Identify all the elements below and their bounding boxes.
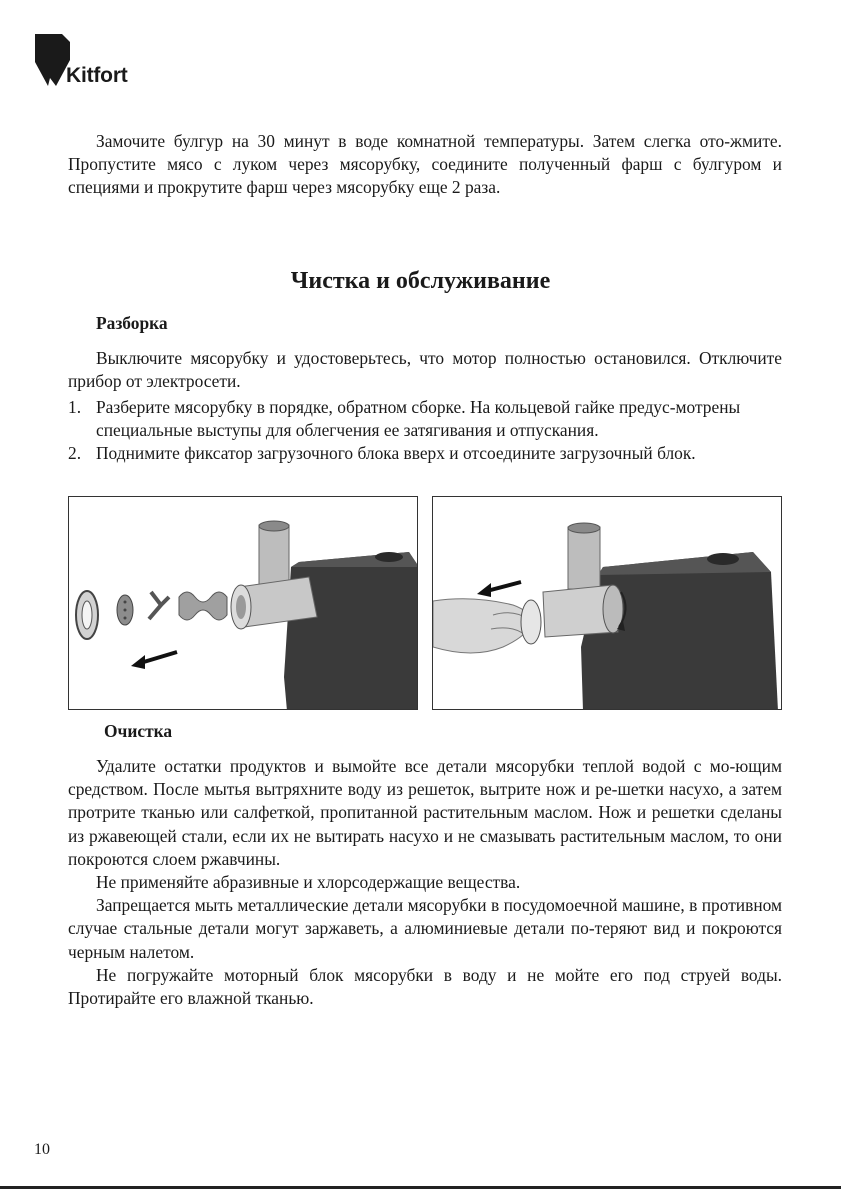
- intro-paragraph: [68, 130, 782, 200]
- disassembly-steps: [68, 396, 782, 466]
- disassembly-heading: Разборка: [96, 313, 168, 333]
- step-number: 1.: [68, 397, 82, 417]
- disassembly-intro: [68, 347, 782, 393]
- step-text: Разберите мясорубку в порядке, обратном сборке. На кольцевой гайке предус-мотрены специальные выступы для облегчения ее затягивания и отпускания.: [96, 397, 741, 441]
- step-text: Поднимите фиксатор загрузочного блока вверх и отсоедините загрузочный блок.: [96, 443, 696, 464]
- cleaning-paragraph: Удалите остатки продуктов и вымойте все детали мясорубки теплой водой с мо-ющим средством. После мытья вытряхните воду из решеток, вытрите нож и ре-шетки насухо, а затем протрите тканью или салфеткой, пропитанной растительным маслом. Нож и решетки сделаны из ржавеющей стали, если их не вытирать насухо и не смазывать растительным маслом, то они покроются слоем ржавчины.: [68, 756, 782, 869]
- page-number: 10: [34, 1141, 50, 1158]
- meat-grinder-parts-illustration: [69, 497, 418, 710]
- cleaning-paragraph: Не погружайте моторный блок мясорубки в воду и не мойте его под струей воды. Протирайте его влажной тканью.: [68, 964, 782, 1009]
- disassembly-intro-text: Выключите мясорубку и удостоверьтесь, что мотор полностью остановился. Отключите прибор от электросети.: [68, 348, 782, 392]
- section-title: Чистка и обслуживание: [290, 268, 551, 294]
- step-number: 2.: [68, 443, 82, 464]
- list-item: [68, 396, 782, 442]
- brand-name: Kitfort: [66, 64, 128, 87]
- cleaning-paragraph: Запрещается мыть металлические детали мясорубки в посудомоечной машине, в противном случае стальные детали могут заржаветь, а алюминиевые детали по-теряют вид и покроются черным налетом.: [68, 895, 782, 962]
- figure-removing-head: [432, 496, 782, 710]
- cleaning-paragraph: Не применяйте абразивные и хлорсодержащие вещества.: [96, 872, 521, 893]
- cleaning-section: [68, 755, 782, 1010]
- cleaning-heading: Очистка: [104, 721, 173, 741]
- figure-disassembly-parts: [68, 496, 418, 710]
- intro-text: Замочите булгур на 30 минут в воде комнатной температуры. Затем слегка ото-жмите. Пропустите мясо с луком через мясорубку, соедините полученный фарш с булгуром и специями и прокрутите фарш через мясорубку еще 2 раза.: [68, 131, 782, 198]
- meat-grinder-hand-illustration: [433, 497, 782, 710]
- brand-logo: [32, 32, 152, 92]
- list-item: [68, 442, 782, 465]
